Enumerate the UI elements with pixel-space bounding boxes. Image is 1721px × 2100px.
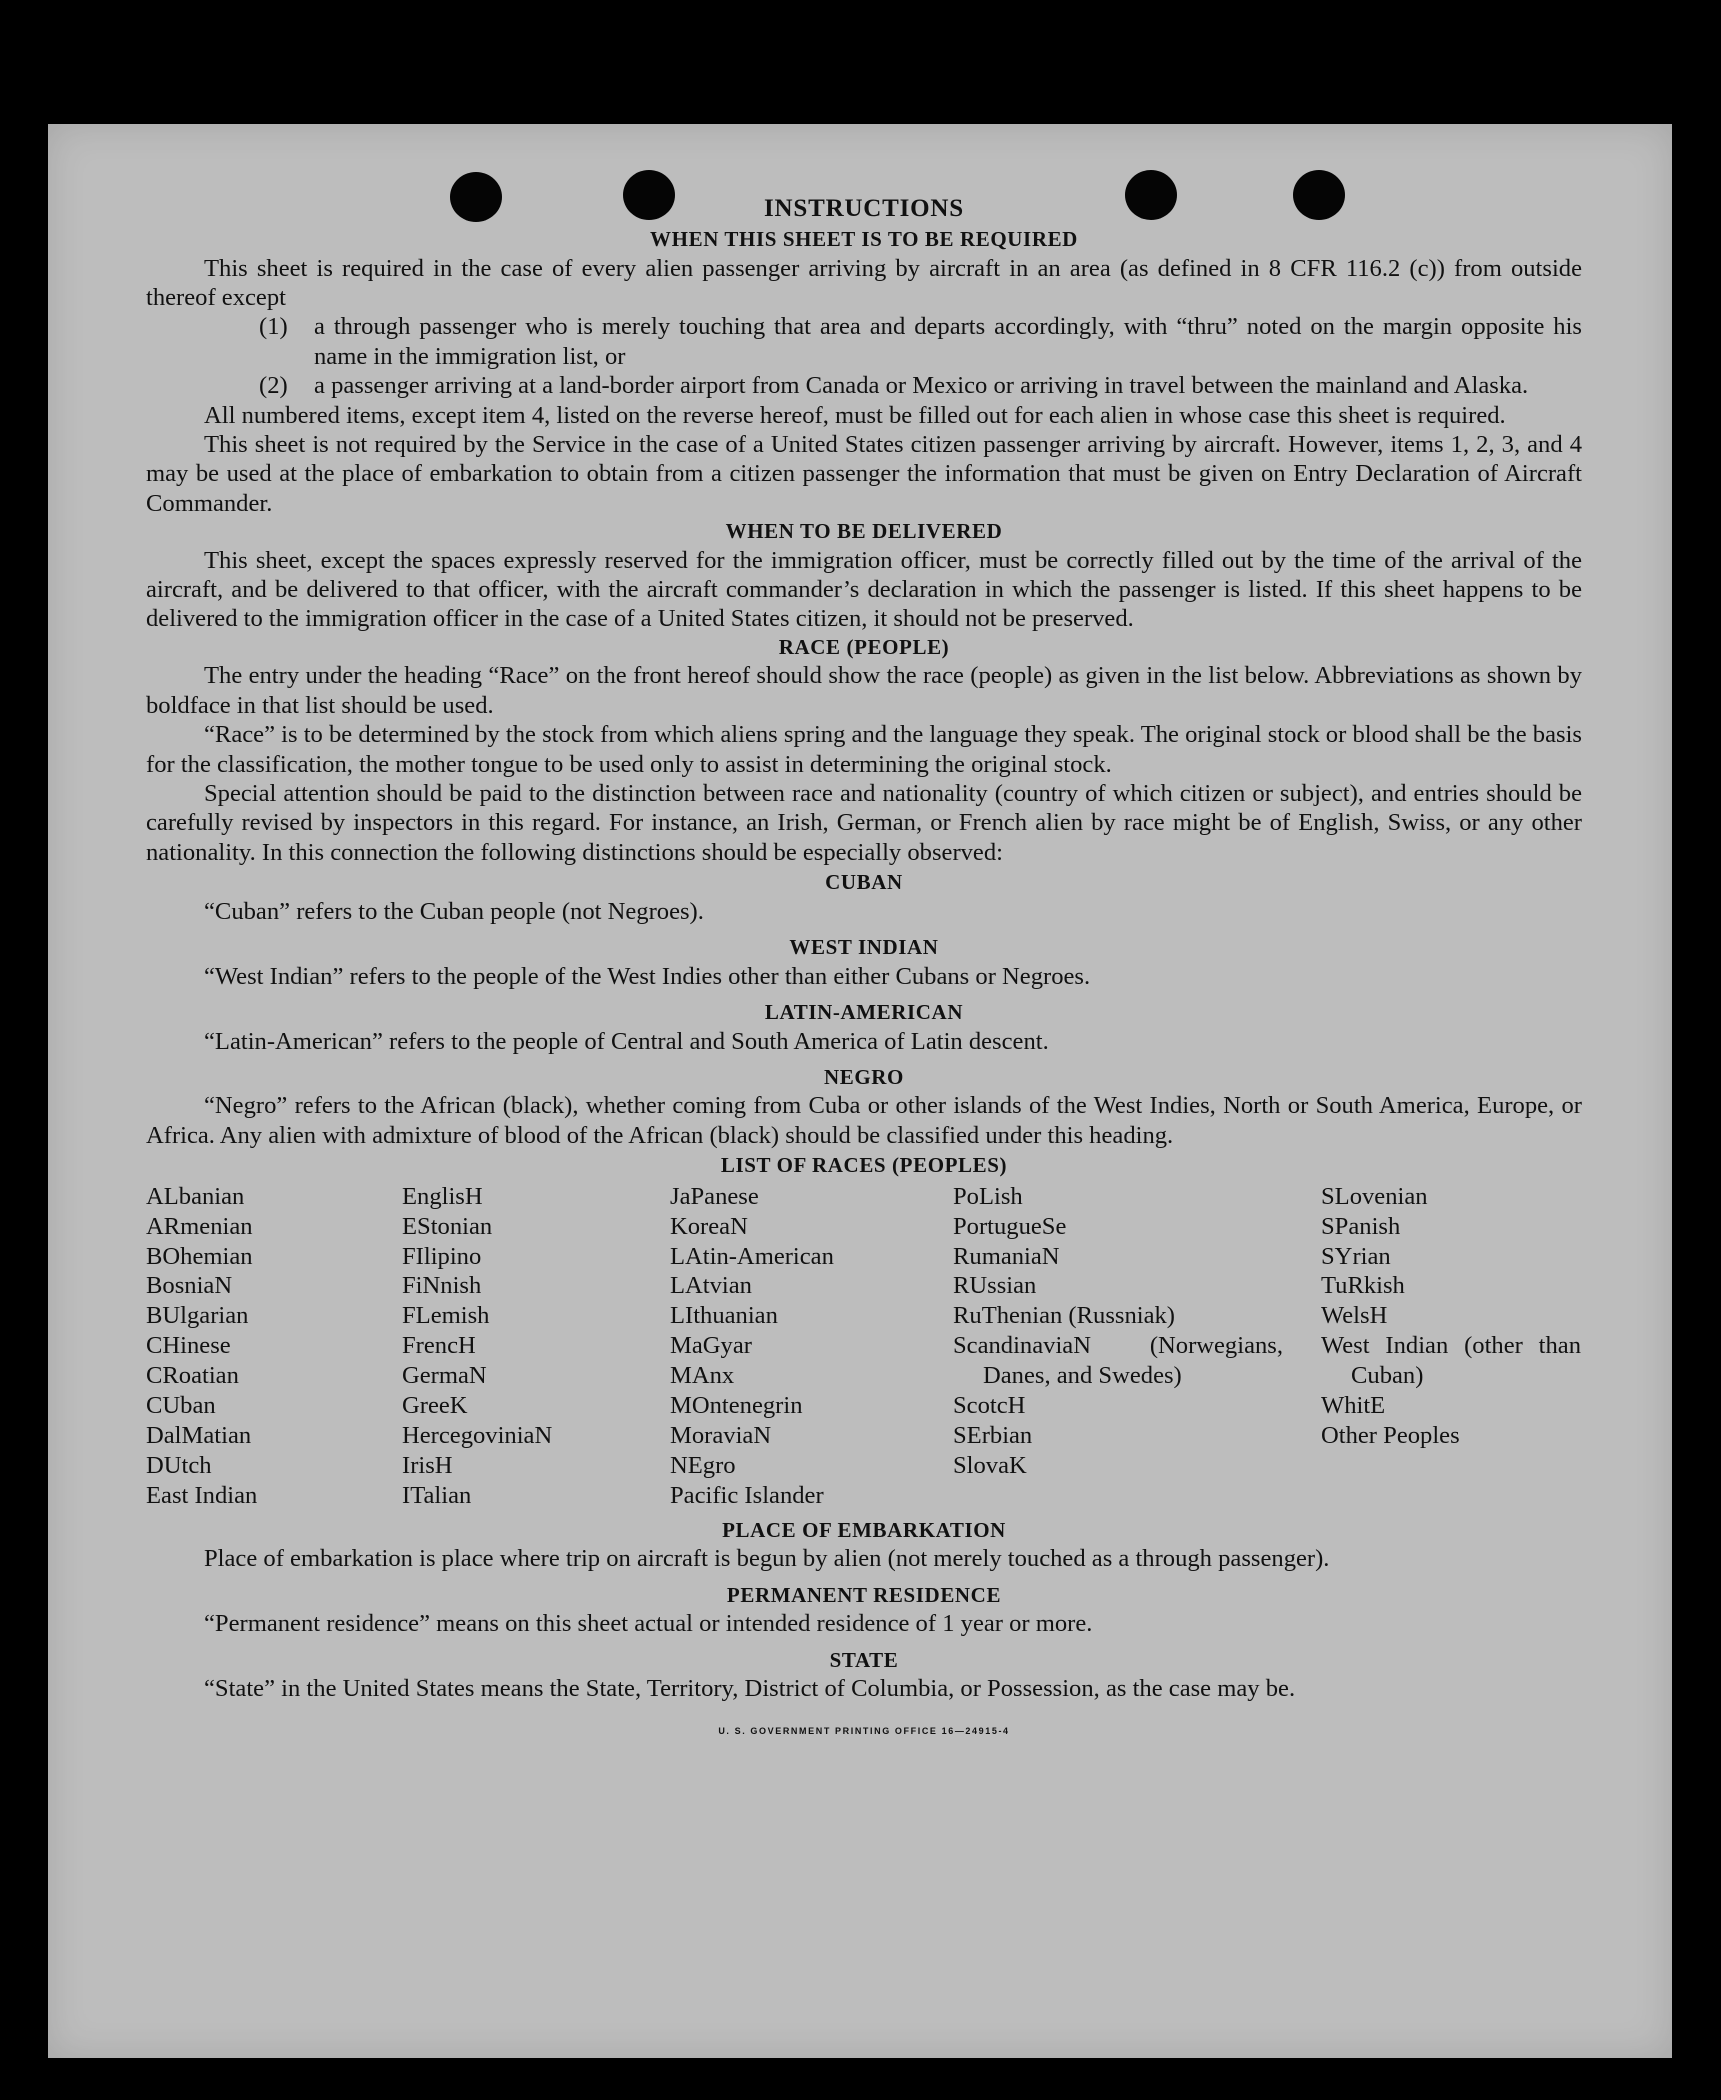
race-column [402, 1182, 670, 1511]
race-item: EnglisH [402, 1182, 483, 1210]
race-item: SYrian [1321, 1242, 1391, 1270]
race-item: FrencH [402, 1332, 476, 1360]
race-item: RumaniaN [953, 1242, 1060, 1270]
paragraph: “State” in the United States means the State, Territory, District of Columbia, or Possession, as the case may be. [204, 1675, 1296, 1703]
list-item [259, 371, 1582, 400]
race-item: CRoatian [146, 1362, 239, 1390]
paragraph: “Race” is to be determined by the stock from which aliens spring and the language they speak. The original stock or blood shall be the basis for the classification, the mother tongue to be used only to assist in determining the original stock. [146, 721, 1582, 778]
race-item: WhitE [1321, 1392, 1386, 1420]
race-item: RUssian [953, 1272, 1037, 1300]
race-item: EStonian [402, 1212, 493, 1240]
item-text: a passenger arriving at a land-border airport from Canada or Mexico or arriving in travel between the mainland and Alaska. [314, 372, 1529, 400]
section-heading: WEST INDIAN [789, 935, 939, 960]
document-sheet [48, 124, 1672, 2058]
race-item: IrisH [402, 1451, 453, 1479]
race-item: ITalian [402, 1481, 472, 1509]
race-item: NEgro [670, 1451, 736, 1479]
item-text: a through passenger who is merely touching that area and departs accordingly, with “thru” noted on the margin opposite his name in the immigration list, or [314, 313, 1582, 370]
race-column [670, 1182, 953, 1511]
race-item: Pacific Islander [670, 1481, 824, 1509]
section-heading: LATIN-AMERICAN [764, 1000, 964, 1025]
race-item: KoreaN [670, 1212, 748, 1240]
paragraph: The entry under the heading “Race” on the front hereof should show the race (people) as given in the list below. Abbreviations as shown by boldface in that list should be used. [146, 662, 1582, 719]
race-item: SErbian [953, 1422, 1033, 1449]
race-item: SPanish [1321, 1212, 1401, 1240]
paragraph: This sheet is required in the case of every alien passenger arriving by aircraft in an area (as defined in 8 CFR 116.2 (c)) from outside thereof except [146, 254, 1582, 311]
race-item: SlovaK [953, 1451, 1027, 1479]
race-item: WelsH [1321, 1302, 1388, 1330]
section-heading: RACE (PEOPLE) [778, 634, 950, 659]
race-item: HercegoviniaN [402, 1422, 553, 1449]
race-item: SLovenian [1321, 1182, 1428, 1210]
item-number: (1) [259, 313, 288, 341]
race-item: MoraviaN [670, 1422, 772, 1449]
paragraph: This sheet is not required by the Service in the case of a United States citizen passenger arriving by aircraft. However, items 1, 2, 3, and 4 may be used at the place of embarkation to obtain from a citizen passenger the information that must be given on Entry Declaration of Aircraft Commander. [146, 430, 1582, 517]
paragraph: “Negro” refers to the African (black), whether coming from Cuba or other islands of the West Indies, North or South America, Europe, or Africa. Any alien with admixture of blood of the African (black) should be classified under this heading. [146, 1092, 1582, 1149]
race-item: FIlipino [402, 1242, 482, 1270]
item-number: (2) [259, 372, 288, 400]
race-item: BUlgarian [146, 1302, 249, 1330]
race-item: PoLish [953, 1182, 1023, 1210]
race-column [1321, 1182, 1582, 1511]
race-item: MAnx [670, 1362, 735, 1390]
race-item: West Indian (other than Cuban) [1321, 1332, 1581, 1390]
printer-imprint: U. S. GOVERNMENT PRINTING OFFICE 16—24915-4 [718, 1726, 1010, 1737]
race-item: ARmenian [146, 1212, 253, 1240]
section-heading: LIST OF RACES (PEOPLES) [720, 1153, 1008, 1178]
race-item: CHinese [146, 1332, 231, 1360]
race-item: TuRkish [1321, 1272, 1405, 1300]
race-item: CUban [146, 1392, 216, 1420]
race-item: LAtvian [670, 1272, 752, 1300]
race-item: BOhemian [146, 1242, 253, 1270]
paragraph: “West Indian” refers to the people of the West Indies other than either Cubans or Negroes. [204, 962, 1091, 990]
race-item: GermaN [402, 1362, 487, 1390]
page-title: INSTRUCTIONS [764, 195, 964, 222]
section-heading: PLACE OF EMBARKATION [722, 1517, 1006, 1542]
section-heading: WHEN TO BE DELIVERED [725, 519, 1003, 544]
race-item: GreeK [402, 1392, 468, 1420]
section-heading: WHEN THIS SHEET IS TO BE REQUIRED [650, 227, 1078, 251]
section-heading: PERMANENT RESIDENCE [726, 1582, 1002, 1607]
race-list [146, 1182, 1582, 1511]
race-item: MOntenegrin [670, 1392, 803, 1420]
race-column [953, 1182, 1321, 1511]
race-item: ALbanian [146, 1182, 245, 1210]
race-column [146, 1182, 402, 1511]
race-item: FLemish [402, 1302, 490, 1330]
instructions-content [146, 194, 1582, 1747]
paragraph: This sheet, except the spaces expressly reserved for the immigration officer, must be correctly filled out by the time of the arrival of the aircraft, and be delivered to that officer, with the aircraft commander’s declaration in which the passenger is listed. If this sheet happens to be delivered to the immigration officer in the case of a United States citizen, it should not be preserved. [146, 546, 1582, 633]
paragraph: All numbered items, except item 4, listed on the reverse hereof, must be filled out for each alien in whose case this sheet is required. [204, 401, 1506, 429]
race-item: JaPanese [670, 1182, 759, 1210]
race-item: FiNnish [402, 1272, 482, 1300]
race-item: ScotcH [953, 1392, 1026, 1420]
paragraph: Special attention should be paid to the distinction between race and nationality (country of which citizen or subject), and entries should be carefully revised by inspectors in this regard. For instance, an Irish, German, or French alien by race might be of English, Swiss, or any other nationality. In this connection the following distinctions should be especially observed: [146, 780, 1582, 866]
paragraph: “Cuban” refers to the Cuban people (not Negroes). [204, 897, 704, 925]
race-item: MaGyar [670, 1332, 752, 1360]
paragraph: “Permanent residence” means on this sheet actual or intended residence of 1 year or more. [204, 1610, 1093, 1638]
race-item: RuThenian (Russniak) [953, 1302, 1175, 1330]
race-item: East Indian [146, 1481, 258, 1509]
race-item: BosniaN [146, 1272, 233, 1300]
section-heading: CUBAN [825, 870, 903, 895]
race-item: LIthuanian [670, 1302, 778, 1330]
section-heading: STATE [829, 1647, 899, 1672]
race-item: PortugueSe [953, 1212, 1067, 1240]
race-item: ScandinaviaN (Norwegians, Danes, and Swedes) [953, 1332, 1283, 1390]
race-item: Other Peoples [1321, 1422, 1460, 1449]
race-item: DUtch [146, 1451, 212, 1479]
race-item: LAtin-American [670, 1242, 834, 1270]
section-heading: NEGRO [823, 1064, 904, 1089]
paragraph: Place of embarkation is place where trip on aircraft is begun by alien (not merely touched as a through passenger). [204, 1545, 1330, 1573]
race-item: DalMatian [146, 1422, 252, 1449]
paragraph: “Latin-American” refers to the people of Central and South America of Latin descent. [204, 1027, 1049, 1055]
list-item [259, 312, 1582, 371]
